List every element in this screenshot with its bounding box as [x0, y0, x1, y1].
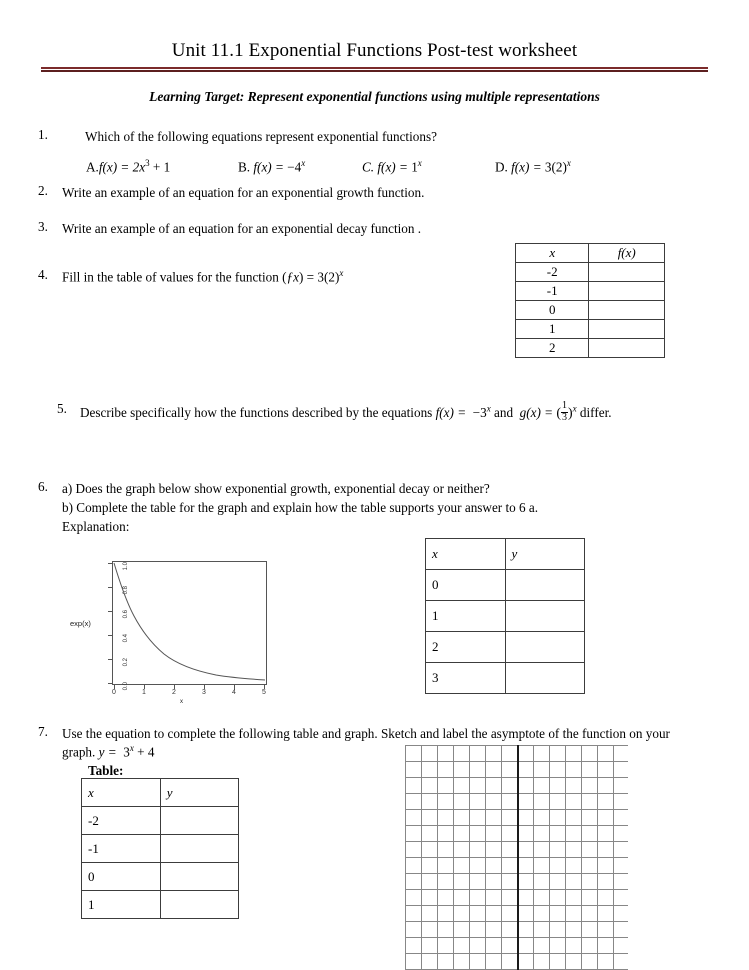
question-7-equation-base: 3	[123, 744, 130, 760]
question-6-part-a: a) Does the graph below show exponential growth, exponential decay or neither?	[62, 481, 490, 496]
cell-x: 1	[426, 601, 506, 632]
table-header-row	[82, 779, 239, 807]
choice-c-exponent: x	[417, 158, 422, 168]
question-7-equation-lhs: y =	[98, 744, 120, 760]
question-7-equation-exponent: x	[129, 743, 134, 753]
choice-b-expression: −4	[287, 159, 302, 175]
question-5-text-before: Describe specifically how the functions described by the equations	[80, 404, 436, 420]
divider-line-bottom	[41, 70, 708, 72]
choice-d-expression: 3(2)	[544, 159, 567, 175]
table-row	[516, 320, 665, 339]
fraction-numerator: 1	[562, 400, 568, 411]
x-tick-label: 5	[262, 689, 266, 696]
question-6-explanation-label: Explanation:	[62, 519, 130, 534]
header-divider	[41, 67, 708, 72]
question-5-paren-open: (	[556, 404, 561, 420]
fraction-denominator: 3	[562, 412, 568, 424]
table-row	[82, 891, 239, 919]
question-4-prompt	[62, 267, 343, 287]
question-4-text-before: Fill in the table of values for the function (	[62, 269, 287, 285]
cell-y-input[interactable]	[505, 632, 584, 663]
table-row	[82, 863, 239, 891]
cell-x: 3	[426, 663, 506, 694]
table-header-row	[426, 539, 585, 570]
page-title: Unit 11.1 Exponential Functions Post-test worksheet	[171, 40, 578, 61]
choice-b-exponent: x	[301, 158, 306, 168]
cell-x: -1	[516, 282, 589, 301]
learning-target: Learning Target: Represent exponential functions using multiple representations	[149, 89, 600, 104]
cell-fx-input[interactable]	[589, 339, 665, 358]
choice-a-tail: + 1	[149, 159, 171, 175]
x-tick-label: 0	[112, 689, 116, 696]
question-5-number: 5.	[57, 401, 67, 416]
question-5-f-expression: −3	[472, 404, 487, 420]
cell-x: -2	[82, 807, 161, 835]
question-7-prompt-line2	[62, 742, 154, 762]
choice-b-function: f(x) =	[253, 159, 288, 175]
chart-x-axis-label: x	[180, 699, 183, 705]
question-1-choice-c[interactable]	[362, 157, 422, 177]
cell-fx-input[interactable]	[589, 301, 665, 320]
cell-y-input[interactable]	[160, 835, 238, 863]
cell-x: 0	[426, 570, 506, 601]
question-1-prompt: Which of the following equations represent exponential functions?	[85, 129, 437, 144]
question-7-equation-tail: + 4	[133, 744, 155, 760]
cell-y-input[interactable]	[160, 891, 238, 919]
cell-x: 1	[516, 320, 589, 339]
chart-y-axis-label: exp(x)	[70, 619, 91, 628]
cell-x: -1	[82, 835, 161, 863]
question-7-number: 7.	[38, 724, 48, 739]
question-5-g-exponent: x	[572, 403, 577, 414]
y-tick-label: 0.2	[123, 658, 129, 667]
question-5-conjunction: and	[490, 404, 517, 420]
cell-fx-input[interactable]	[589, 282, 665, 301]
cell-fx-input[interactable]	[589, 320, 665, 339]
table-row	[516, 282, 665, 301]
cell-y-input[interactable]	[505, 663, 584, 694]
cell-y-input[interactable]	[160, 863, 238, 891]
choice-c-label: C.	[362, 159, 375, 175]
question-2-prompt: Write an example of an equation for an exponential growth function.	[62, 185, 425, 200]
cell-x: 0	[82, 863, 161, 891]
cell-y-input[interactable]	[160, 807, 238, 835]
choice-d-label: D.	[495, 159, 508, 175]
cell-fx-input[interactable]	[589, 263, 665, 282]
choice-d-function: f(x) =	[511, 159, 545, 175]
table-row	[516, 301, 665, 320]
question-1-choice-a[interactable]	[86, 157, 170, 177]
question-5-g-label: g(x) =	[519, 404, 557, 420]
cell-x: 2	[426, 632, 506, 663]
table-row	[426, 663, 585, 694]
table-header-x: x	[426, 539, 506, 570]
question-5-paren-close: )	[568, 404, 573, 420]
table-row	[82, 835, 239, 863]
question-7-coordinate-grid[interactable]	[405, 745, 628, 970]
y-tick-label: 0.8	[123, 586, 129, 595]
question-6-number: 6.	[38, 479, 48, 494]
question-3-number: 3.	[38, 219, 48, 234]
decay-curve	[112, 561, 267, 685]
question-1-number: 1.	[38, 127, 48, 142]
question-4-number: 4.	[38, 267, 48, 282]
cell-x: 2	[516, 339, 589, 358]
question-4-text-mid: ) = 3(2)	[298, 269, 340, 285]
question-6-part-b: b) Complete the table for the graph and explain how the table supports your answer to 6 a.	[62, 500, 539, 515]
choice-a-function: f(x) =	[98, 159, 133, 175]
cell-y-input[interactable]	[505, 601, 584, 632]
question-5-f-label: f(x) =	[435, 404, 470, 420]
cell-x: 0	[516, 301, 589, 320]
table-row	[426, 632, 585, 663]
choice-c-function: f(x) =	[377, 159, 412, 175]
y-tick-label: 0.4	[123, 634, 129, 643]
x-tick-label: 3	[202, 689, 206, 696]
y-tick-label: 0.0	[123, 682, 129, 691]
grid-y-axis	[517, 745, 519, 970]
question-5-text-after: differ.	[576, 404, 612, 420]
question-1-choice-d[interactable]	[495, 157, 571, 177]
question-5-fraction	[561, 401, 568, 423]
choice-a-exponent: 3	[145, 158, 150, 168]
question-7-table[interactable]	[81, 778, 239, 919]
y-tick-label: 0.6	[123, 610, 129, 619]
cell-x: 1	[82, 891, 161, 919]
table-row	[516, 263, 665, 282]
table-header-row	[516, 244, 665, 263]
cell-y-input[interactable]	[505, 570, 584, 601]
table-header-x: x	[82, 779, 161, 807]
question-7-prompt-line1: Use the equation to complete the following table and graph. Sketch and label the asymptote of the function on your	[62, 726, 670, 741]
table-row	[516, 339, 665, 358]
x-tick-label: 2	[172, 689, 176, 696]
question-4-exponent: x	[339, 268, 344, 278]
question-3-prompt: Write an example of an equation for an exponential decay function .	[62, 221, 422, 236]
choice-a-expression: 2x	[132, 159, 146, 175]
table-header-fx: f(x)	[589, 244, 665, 263]
y-tick-label: 1.0	[123, 562, 129, 571]
question-5-prompt	[80, 401, 730, 423]
question-5-f-exponent: x	[486, 403, 491, 414]
question-6-table[interactable]	[425, 538, 585, 694]
choice-b-label: B.	[238, 159, 251, 175]
table-row	[426, 570, 585, 601]
question-4-function-name: ƒx	[286, 269, 299, 285]
choice-d-exponent: x	[566, 158, 571, 168]
x-tick-label: 1	[142, 689, 146, 696]
choice-c-expression: 1	[411, 159, 418, 175]
table-row	[82, 807, 239, 835]
choice-a-label: A.	[86, 159, 99, 175]
exponential-decay-chart	[70, 555, 282, 707]
question-4-table[interactable]	[515, 243, 665, 358]
table-header-x: x	[516, 244, 589, 263]
question-1-choice-b[interactable]	[238, 157, 305, 177]
table-header-y: y	[160, 779, 238, 807]
question-7-table-label: Table:	[88, 763, 124, 778]
table-header-y: y	[505, 539, 584, 570]
x-tick-label: 4	[232, 689, 236, 696]
question-7-text-before: graph.	[62, 744, 99, 760]
table-row	[426, 601, 585, 632]
cell-x: -2	[516, 263, 589, 282]
question-2-number: 2.	[38, 183, 48, 198]
